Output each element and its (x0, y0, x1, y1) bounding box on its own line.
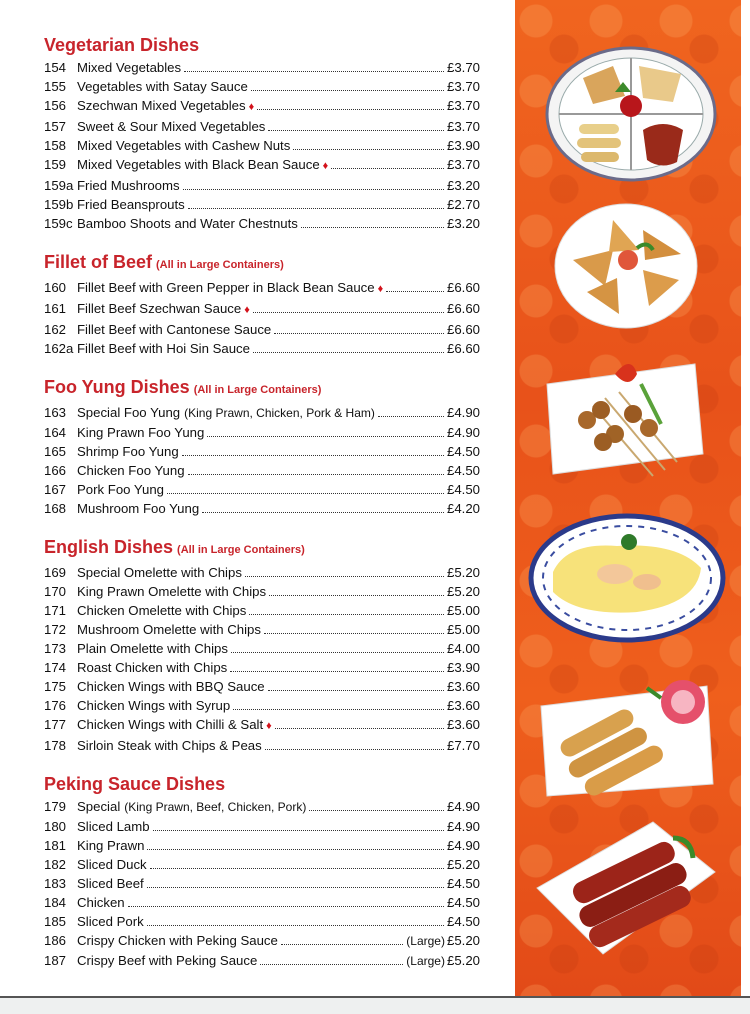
item-name: Fillet Beef Szechwan Sauce (77, 301, 242, 316)
item-price: £4.90 (446, 838, 480, 853)
menu-section (44, 773, 480, 971)
item-name: Fillet Beef with Green Pepper in Black Bean Sauce (77, 280, 375, 295)
dot-leader (233, 709, 444, 710)
menu-item (44, 874, 480, 893)
menu-item (44, 299, 480, 320)
item-name: Sliced Pork (77, 914, 144, 929)
dot-leader (386, 291, 444, 292)
item-price: £6.60 (446, 322, 480, 337)
menu-item (44, 951, 480, 971)
item-number: 160 (44, 280, 67, 295)
item-name: Chicken Omelette with Chips (77, 603, 247, 618)
dot-leader (268, 130, 444, 131)
item-price: £4.50 (446, 482, 480, 497)
item-number: 168 (44, 501, 67, 516)
section-title-text: English Dishes (44, 537, 174, 557)
item-number: 179 (44, 799, 67, 814)
menu-item (44, 58, 480, 77)
item-name: Szechwan Mixed Vegetables (77, 98, 246, 113)
item-description: (King Prawn, Beef, Chicken, Pork) (124, 800, 307, 814)
item-price: £7.70 (446, 738, 480, 753)
omelette-icon (527, 512, 727, 644)
section-title (44, 773, 480, 795)
menu-item (44, 195, 480, 214)
item-number: 161 (44, 301, 67, 316)
dot-leader (281, 944, 403, 945)
item-price: £4.90 (446, 799, 480, 814)
dot-leader (147, 925, 444, 926)
item-number: 180 (44, 819, 67, 834)
item-price: £4.50 (446, 914, 480, 929)
section-title-text: Fillet of Beef (44, 252, 153, 272)
item-price: £4.90 (446, 425, 480, 440)
dot-leader (268, 690, 444, 691)
menu-item (44, 639, 480, 658)
menu-item (44, 480, 480, 499)
item-name: Sirloin Steak with Chips & Peas (77, 738, 262, 753)
dot-leader (147, 887, 444, 888)
dot-leader (257, 109, 444, 110)
item-price: £6.60 (446, 341, 480, 356)
section-note: (All in Large Containers) (177, 544, 305, 556)
item-size: (Large) (406, 934, 445, 948)
menu-item (44, 677, 480, 696)
chili-pepper-icon: ♦ (322, 160, 329, 172)
item-number: 174 (44, 660, 67, 675)
item-price: £4.50 (446, 463, 480, 478)
dot-leader (167, 493, 444, 494)
sesame-toast-icon (553, 200, 699, 330)
item-number: 178 (44, 738, 67, 753)
menu-item (44, 817, 480, 836)
item-price: £5.20 (446, 953, 480, 968)
dot-leader (153, 830, 444, 831)
menu-item (44, 696, 480, 715)
item-name: Vegetables with Satay Sauce (77, 79, 248, 94)
item-name: Mixed Vegetables (77, 60, 182, 75)
menu-item (44, 658, 480, 677)
item-name: Shrimp Foo Yung (77, 444, 179, 459)
dot-leader (253, 312, 444, 313)
page-footer-strip (0, 996, 750, 1014)
item-number: 173 (44, 641, 67, 656)
menu-item (44, 715, 480, 736)
item-price: £4.50 (446, 895, 480, 910)
item-price: £5.20 (446, 565, 480, 580)
item-price: £2.70 (446, 197, 480, 212)
item-name: Roast Chicken with Chips (77, 660, 228, 675)
item-number: 176 (44, 698, 67, 713)
dot-leader (275, 728, 444, 729)
dot-leader (249, 614, 444, 615)
item-name: King Prawn Omelette with Chips (77, 584, 267, 599)
dot-leader (184, 71, 444, 72)
dot-leader (231, 652, 444, 653)
menu-column (44, 34, 480, 989)
item-name: King Prawn (77, 838, 145, 853)
menu-item (44, 136, 480, 155)
item-size: (Large) (406, 954, 445, 968)
menu-item (44, 931, 480, 951)
section-title-text: Vegetarian Dishes (44, 35, 200, 55)
menu-item (44, 155, 480, 176)
menu-item (44, 601, 480, 620)
item-name: Sliced Beef (77, 876, 144, 891)
item-number: 175 (44, 679, 67, 694)
section-title (44, 251, 480, 276)
item-number: 154 (44, 60, 67, 75)
item-name: Chicken Foo Yung (77, 463, 185, 478)
menu-item (44, 176, 480, 195)
item-number: 166 (44, 463, 67, 478)
item-name: Mixed Vegetables with Cashew Nuts (77, 138, 291, 153)
menu-section (44, 34, 480, 233)
dot-leader (274, 333, 444, 334)
dot-leader (260, 964, 403, 965)
item-name: Sliced Lamb (77, 819, 150, 834)
item-number: 186 (44, 933, 67, 948)
item-number: 155 (44, 79, 67, 94)
item-price: £4.50 (446, 876, 480, 891)
item-price: £4.20 (446, 501, 480, 516)
item-price: £5.20 (446, 933, 480, 948)
menu-item (44, 403, 480, 423)
menu-item (44, 563, 480, 582)
item-number: 169 (44, 565, 67, 580)
menu-item (44, 620, 480, 639)
menu-item (44, 278, 480, 299)
spare-ribs-icon (533, 818, 719, 958)
dot-leader (265, 749, 444, 750)
item-name: Crispy Chicken with Peking Sauce (77, 933, 278, 948)
dot-leader (378, 416, 444, 417)
menu-item (44, 836, 480, 855)
item-price: £3.60 (446, 679, 480, 694)
item-name: Mixed Vegetables with Black Bean Sauce (77, 157, 320, 172)
item-price: £6.60 (446, 280, 480, 295)
item-price: £5.20 (446, 584, 480, 599)
menu-item (44, 117, 480, 136)
item-number: 185 (44, 914, 67, 929)
item-name: Mushroom Omelette with Chips (77, 622, 261, 637)
chili-pepper-icon: ♦ (266, 720, 272, 732)
item-price: £4.00 (446, 641, 480, 656)
chili-pepper-icon: ♦ (377, 283, 384, 295)
spring-rolls-icon (537, 666, 717, 800)
menu-section (44, 251, 480, 358)
menu-item (44, 912, 480, 931)
item-number: 159a (44, 178, 74, 193)
item-name: Pork Foo Yung (77, 482, 164, 497)
dot-leader (207, 436, 444, 437)
dot-leader (301, 227, 444, 228)
dot-leader (188, 474, 444, 475)
item-price: £6.60 (446, 301, 480, 316)
item-number: 157 (44, 119, 67, 134)
section-title-text: Peking Sauce Dishes (44, 774, 226, 794)
menu-item (44, 461, 480, 480)
dot-leader (331, 168, 444, 169)
menu-item (44, 320, 480, 339)
item-price: £5.00 (446, 603, 480, 618)
item-number: 171 (44, 603, 67, 618)
platter-icon (543, 38, 719, 184)
item-name: Chicken Wings with BBQ Sauce (77, 679, 265, 694)
menu-item (44, 499, 480, 518)
item-name: Plain Omelette with Chips (77, 641, 228, 656)
item-number: 187 (44, 953, 67, 968)
dot-leader (188, 208, 444, 209)
dot-leader (264, 633, 444, 634)
item-name: Fried Mushrooms (77, 178, 180, 193)
item-number: 165 (44, 444, 67, 459)
dot-leader (269, 595, 444, 596)
menu-item (44, 442, 480, 461)
dot-leader (147, 849, 444, 850)
item-price: £5.20 (446, 857, 480, 872)
item-name: Fried Beansprouts (77, 197, 185, 212)
item-number: 162 (44, 322, 67, 337)
dot-leader (183, 189, 444, 190)
section-note: (All in Large Containers) (193, 384, 322, 396)
menu-item (44, 214, 480, 233)
item-number: 164 (44, 425, 67, 440)
item-name: Special Omelette with Chips (77, 565, 242, 580)
item-number: 159c (44, 216, 73, 231)
item-number: 177 (44, 717, 67, 732)
item-number: 162a (44, 341, 74, 356)
item-number: 184 (44, 895, 67, 910)
item-price: £3.70 (446, 119, 480, 134)
item-price: £3.20 (446, 216, 480, 231)
section-note: (All in Large Containers) (156, 259, 284, 271)
item-name: Chicken (77, 895, 125, 910)
dot-leader (253, 352, 444, 353)
menu-item (44, 736, 480, 755)
item-price: £3.60 (446, 698, 480, 713)
menu-item (44, 893, 480, 912)
menu-item (44, 797, 480, 817)
chili-pepper-icon: ♦ (248, 101, 255, 113)
item-price: £4.90 (446, 405, 480, 420)
item-name: Sliced Duck (77, 857, 147, 872)
item-price: £3.70 (446, 60, 480, 75)
menu-section (44, 376, 480, 518)
section-title-text: Foo Yung Dishes (44, 377, 190, 397)
item-number: 183 (44, 876, 67, 891)
chicken-satay-icon (545, 344, 705, 484)
item-number: 167 (44, 482, 67, 497)
item-price: £4.90 (446, 819, 480, 834)
item-number: 170 (44, 584, 67, 599)
item-name: Special (77, 799, 121, 814)
food-photo-panel (515, 0, 741, 996)
dot-leader (293, 149, 444, 150)
menu-item (44, 582, 480, 601)
item-name: Crispy Beef with Peking Sauce (77, 953, 258, 968)
item-name: Fillet Beef with Cantonese Sauce (77, 322, 272, 337)
item-name: Special Foo Yung (77, 405, 181, 420)
item-number: 182 (44, 857, 67, 872)
item-price: £3.20 (446, 178, 480, 193)
item-name: Chicken Wings with Syrup (77, 698, 231, 713)
item-number: 163 (44, 405, 67, 420)
item-price: £3.70 (446, 157, 480, 172)
section-title (44, 536, 480, 561)
item-name: Chicken Wings with Chilli & Salt (77, 717, 264, 732)
section-title (44, 34, 480, 56)
dot-leader (182, 455, 444, 456)
section-title (44, 376, 480, 401)
menu-item (44, 77, 480, 96)
dot-leader (150, 868, 444, 869)
item-price: £3.90 (446, 138, 480, 153)
item-number: 159b (44, 197, 74, 212)
dot-leader (309, 810, 444, 811)
menu-item (44, 339, 480, 358)
item-number: 158 (44, 138, 67, 153)
item-price: £4.50 (446, 444, 480, 459)
item-price: £3.70 (446, 98, 480, 113)
dot-leader (128, 906, 444, 907)
item-description: (King Prawn, Chicken, Pork & Ham) (184, 406, 375, 420)
dot-leader (202, 512, 444, 513)
item-price: £3.90 (446, 660, 480, 675)
item-name: King Prawn Foo Yung (77, 425, 205, 440)
menu-item (44, 855, 480, 874)
item-number: 156 (44, 98, 67, 113)
menu-item (44, 96, 480, 117)
item-name: Bamboo Shoots and Water Chestnuts (77, 216, 298, 231)
item-name: Sweet & Sour Mixed Vegetables (77, 119, 266, 134)
item-price: £3.60 (446, 717, 480, 732)
dot-leader (245, 576, 444, 577)
item-number: 159 (44, 157, 67, 172)
menu-section (44, 536, 480, 755)
menu-item (44, 423, 480, 442)
item-price: £3.70 (446, 79, 480, 94)
item-number: 172 (44, 622, 67, 637)
item-name: Fillet Beef with Hoi Sin Sauce (77, 341, 250, 356)
item-name: Mushroom Foo Yung (77, 501, 200, 516)
dot-leader (251, 90, 444, 91)
item-number: 181 (44, 838, 67, 853)
chili-pepper-icon: ♦ (244, 304, 250, 316)
item-price: £5.00 (446, 622, 480, 637)
dot-leader (230, 671, 444, 672)
